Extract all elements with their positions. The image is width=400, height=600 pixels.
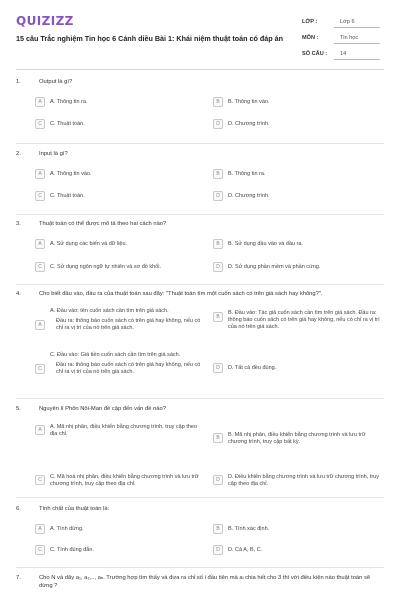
option-letter-badge: D — [213, 363, 223, 373]
option-text: A. Thông tin vào. — [50, 170, 92, 177]
option-text: D. Tất cả đều đúng. — [228, 364, 277, 371]
option-text: D. Sử dụng phần mềm và phần cứng. — [228, 263, 321, 270]
question-header — [16, 220, 384, 228]
question-text: Nguyên lí Phôn Nôi-Man đề cập đến vấn đề nào? — [39, 406, 166, 412]
option-d[interactable] — [213, 472, 383, 488]
meta-row-class — [302, 14, 380, 30]
option-text: C. Tính đúng đắn. — [50, 546, 94, 553]
option-letter-badge: D — [213, 475, 223, 485]
meta-value: Lớp 6 — [334, 17, 380, 28]
question-text: Tính chất của thuật toán là: — [39, 506, 110, 512]
meta-value: 14 — [334, 49, 380, 60]
option-c[interactable] — [35, 119, 205, 129]
option-b[interactable] — [213, 239, 383, 249]
option-text: C. Mã hoá nhị phân, điều khiển bằng chương trình và lưu trữ chương trình, truy cập theo địa chỉ. — [50, 473, 199, 487]
option-d[interactable] — [213, 119, 383, 129]
option-text: B. Thông tin ra. — [228, 170, 266, 177]
question-divider — [16, 497, 384, 498]
question-header — [16, 78, 384, 86]
option-a[interactable] — [35, 306, 205, 332]
question-divider — [16, 567, 384, 568]
option-letter-badge: A — [35, 97, 45, 107]
option-c[interactable] — [35, 262, 205, 272]
option-c[interactable] — [35, 350, 205, 376]
question-header — [16, 505, 384, 513]
option-text: D. Cả A, B, C. — [228, 546, 263, 553]
option-letter-badge: C — [35, 119, 45, 129]
question-divider — [16, 284, 384, 285]
meta-label: MÔN : — [302, 35, 319, 41]
option-letter-badge: B — [213, 239, 223, 249]
option-text — [50, 350, 205, 376]
question-number: 6. — [16, 506, 21, 512]
question-number: 2. — [16, 151, 21, 157]
question-5 — [16, 405, 384, 487]
option-letter-badge: D — [213, 545, 223, 555]
option-letter-badge: C — [35, 545, 45, 555]
option-letter-badge: A — [35, 425, 45, 435]
option-letter-badge: D — [213, 191, 223, 201]
option-letter-badge: C — [35, 191, 45, 201]
question-header — [16, 405, 384, 413]
question-header — [16, 574, 384, 590]
question-divider — [16, 143, 384, 144]
question-3 — [16, 220, 384, 270]
option-letter-badge: A — [35, 239, 45, 249]
question-7 — [16, 574, 384, 590]
option-b[interactable] — [213, 308, 383, 331]
option-letter-badge: D — [213, 119, 223, 129]
option-letter-badge: D — [213, 262, 223, 272]
question-2 — [16, 150, 384, 199]
option-letter-badge: B — [213, 97, 223, 107]
option-letter-badge: B — [213, 433, 223, 443]
option-letter-badge: A — [35, 524, 45, 534]
option-letter-badge: C — [35, 475, 45, 485]
option-text: B. Mã nhị phân, điều khiển bằng chương trình và lưu trữ chương trình, truy cập bất kỳ. — [228, 431, 366, 445]
option-a[interactable] — [35, 422, 205, 438]
option-line: Đầu ra: thông báo cuốn sách có trên giá hay không, nếu có chỉ ra vị trí của nó trên giá sách. — [56, 317, 201, 331]
option-text: B. Tính xác định. — [228, 525, 270, 532]
option-text: B. Thông tin vào. — [228, 98, 270, 105]
option-letter-badge: B — [213, 524, 223, 534]
question-number: 4. — [16, 291, 21, 297]
option-text: C. Sử dụng ngôn ngữ tự nhiên và sơ đồ khối. — [50, 263, 161, 270]
question-4 — [16, 290, 384, 375]
meta-label: SỐ CÂU : — [302, 51, 328, 57]
question-divider — [16, 214, 384, 215]
option-letter-badge: C — [35, 262, 45, 272]
question-number: 7. — [16, 575, 21, 581]
meta-value: Tin học — [334, 33, 380, 44]
option-line: C. Đầu vào: Giá tiền cuốn sách cần tìm trên giá sách. — [50, 351, 181, 358]
question-text: Input là gì? — [39, 151, 68, 157]
option-letter-badge: B — [213, 312, 223, 322]
option-text: C. Thuật toán. — [50, 192, 85, 199]
question-text: Thuật toán có thể được mô tả theo hai cách nào? — [39, 221, 167, 227]
question-divider — [16, 398, 384, 399]
meta-row-subject — [302, 30, 380, 46]
option-text: B. Sử dụng đầu vào và đầu ra. — [228, 240, 303, 247]
option-b[interactable] — [213, 430, 383, 446]
option-letter-badge: B — [213, 169, 223, 179]
option-d[interactable] — [213, 545, 383, 555]
option-text: A. Thông tin ra. — [50, 98, 88, 105]
worksheet-meta — [302, 14, 380, 62]
option-c[interactable] — [35, 191, 205, 201]
option-text: D. Điều khiển bằng chương trình và lưu trữ chương trình, truy cập theo địa chỉ. — [228, 473, 379, 487]
meta-label: LỚP : — [302, 19, 318, 25]
option-a[interactable] — [35, 239, 205, 249]
option-letter-badge: A — [35, 169, 45, 179]
option-b[interactable] — [213, 169, 383, 179]
option-text: B. Đầu vào: Tác giả cuốn sách cần tìm trên giá sách. Đầu ra: thông báo cuốn sách có trên giá hay không, nếu có chỉ ra vị trí của nó trên giá sách. — [228, 309, 380, 330]
option-d[interactable] — [213, 262, 383, 272]
option-text: A. Tính dừng. — [50, 525, 84, 532]
quizizz-logo: QUIZIZZ — [16, 14, 74, 28]
question-header — [16, 290, 384, 298]
option-letter-badge: C — [35, 364, 45, 374]
option-c[interactable] — [35, 545, 205, 555]
option-a[interactable] — [35, 524, 205, 534]
option-text: A. Mã nhị phân, điều khiển bằng chương trình, truy cập theo địa chỉ. — [50, 423, 198, 437]
question-6 — [16, 505, 384, 553]
question-text: Cho biết đầu vào, đầu ra của thuật toán sau đây: "Thuật toán tìm một cuốn sách có trên giá sách hay không?". — [39, 291, 323, 297]
option-letter-badge: A — [35, 320, 45, 330]
option-text: C. Thuật toán. — [50, 120, 85, 127]
option-b[interactable] — [213, 97, 383, 107]
question-number: 3. — [16, 221, 21, 227]
question-header — [16, 150, 384, 158]
option-text — [50, 306, 205, 332]
worksheet-title: 15 câu Trắc nghiệm Tin học 6 Cánh diều Bài 1: Khái niệm thuật toán có đáp án — [16, 34, 284, 43]
question-text: Cho N và dãy a₁, a₂,.., aₙ. Trường hợp tìm thấy và đưa ra chỉ số i đầu tiên mà aᵢ chia hết cho 3 thì với điều kiện nào thuật toán sẽ dừng ? — [39, 575, 371, 589]
option-text: A. Sử dụng các biến và dữ liệu. — [50, 240, 128, 247]
option-d[interactable] — [213, 363, 383, 373]
option-line: A. Đầu vào: tên cuốn sách cần tìm trên giá sách. — [50, 307, 169, 314]
option-text: D. Chương trình. — [228, 120, 270, 127]
worksheet-header — [16, 0, 384, 70]
question-number: 1. — [16, 79, 21, 85]
option-c[interactable] — [35, 472, 205, 488]
option-text: D. Chương trình. — [228, 192, 270, 199]
option-b[interactable] — [213, 524, 383, 534]
option-a[interactable] — [35, 97, 205, 107]
question-1 — [16, 78, 384, 127]
option-d[interactable] — [213, 191, 383, 201]
question-number: 5. — [16, 406, 21, 412]
meta-row-count — [302, 46, 380, 62]
option-a[interactable] — [35, 169, 205, 179]
question-text: Output là gì? — [39, 79, 73, 85]
option-line: Đầu ra: thông báo cuốn sách có trên giá hay không, nếu có chỉ ra vị trí của nó trên giá sách. — [56, 361, 201, 375]
